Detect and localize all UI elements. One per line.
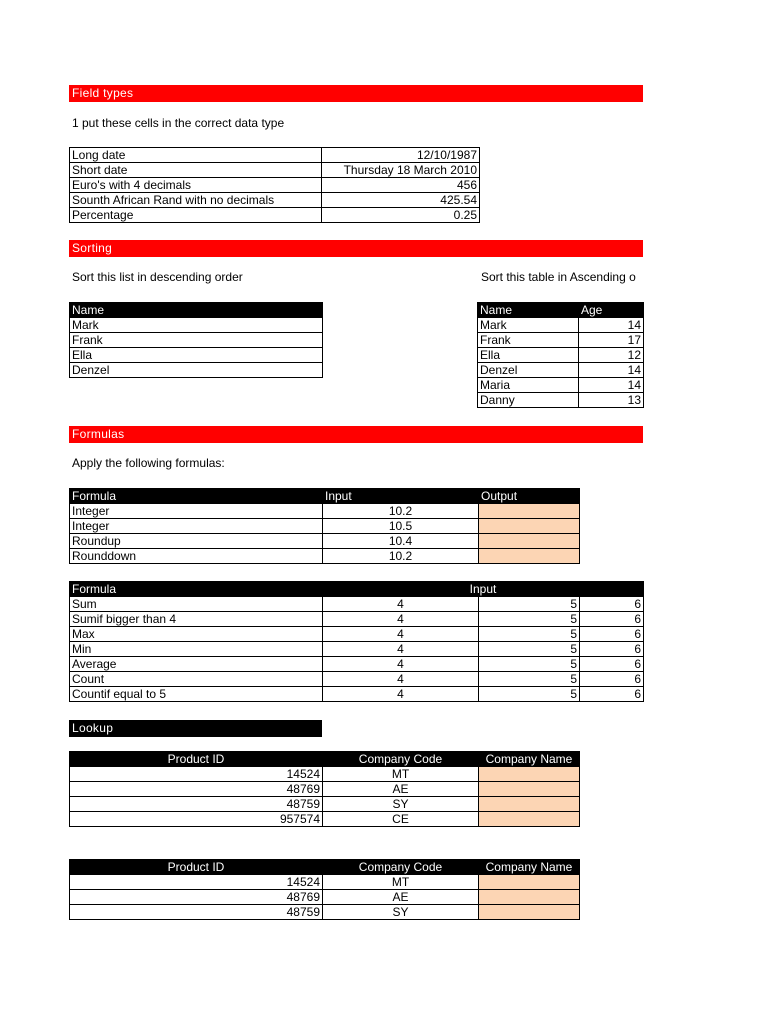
table-row	[478, 363, 644, 378]
table-row	[70, 812, 580, 827]
cell-product-id[interactable]: 48769	[70, 890, 323, 905]
table-row	[70, 333, 323, 348]
table-row	[70, 549, 580, 564]
table-row	[70, 534, 580, 549]
cell-c[interactable]: 6	[580, 627, 644, 642]
cell-input[interactable]: 10.2	[323, 549, 479, 564]
cell-b[interactable]: 5	[479, 642, 580, 657]
cell-a[interactable]: 4	[323, 597, 479, 612]
output-cell[interactable]	[479, 767, 580, 782]
table-row	[70, 348, 323, 363]
header-input: Input	[323, 489, 479, 504]
cell-a[interactable]: 4	[323, 627, 479, 642]
field-types-table	[69, 147, 480, 223]
cell-name[interactable]: Mark	[478, 318, 579, 333]
table-row	[478, 348, 644, 363]
cell-formula[interactable]: Count	[70, 672, 323, 687]
cell-c[interactable]: 6	[580, 657, 644, 672]
header-company-name: Company Name	[479, 860, 580, 875]
section-bar-lookup	[69, 720, 322, 737]
row-label[interactable]: Percentage	[70, 208, 322, 223]
cell-product-id[interactable]: 14524	[70, 767, 323, 782]
cell-name[interactable]: Denzel	[478, 363, 579, 378]
row-value[interactable]: Thursday 18 March 2010	[322, 163, 480, 178]
table-row	[70, 193, 480, 208]
output-cell[interactable]	[479, 549, 580, 564]
cell-b[interactable]: 5	[479, 672, 580, 687]
cell-c[interactable]: 6	[580, 642, 644, 657]
header-name: Name	[70, 303, 323, 318]
cell-c[interactable]: 6	[580, 687, 644, 702]
output-cell[interactable]	[479, 504, 580, 519]
cell-company-code[interactable]: AE	[323, 890, 479, 905]
cell-formula[interactable]: Average	[70, 657, 323, 672]
table-header-row	[70, 582, 644, 597]
cell-c[interactable]: 6	[580, 597, 644, 612]
section-title: Formulas	[72, 427, 125, 441]
cell-b[interactable]: 5	[479, 597, 580, 612]
cell-name[interactable]: Danny	[478, 393, 579, 408]
cell-b[interactable]: 5	[479, 687, 580, 702]
cell-formula[interactable]: Roundup	[70, 534, 323, 549]
sort-list-table	[69, 302, 323, 378]
cell-c[interactable]: 6	[580, 672, 644, 687]
cell-product-id[interactable]: 957574	[70, 812, 323, 827]
cell-company-code[interactable]: CE	[323, 812, 479, 827]
cell-a[interactable]: 4	[323, 642, 479, 657]
output-cell[interactable]	[479, 782, 580, 797]
formula-table-2	[69, 581, 644, 702]
cell-name[interactable]: Ella	[478, 348, 579, 363]
cell-company-code[interactable]: MT	[323, 767, 479, 782]
cell-name[interactable]: Frank	[478, 333, 579, 348]
output-cell[interactable]	[479, 797, 580, 812]
cell-formula[interactable]: Rounddown	[70, 549, 323, 564]
cell-a[interactable]: 4	[323, 687, 479, 702]
table-row	[70, 363, 323, 378]
cell-formula[interactable]: Countif equal to 5	[70, 687, 323, 702]
cell-company-code[interactable]: AE	[323, 782, 479, 797]
cell-product-id[interactable]: 48769	[70, 782, 323, 797]
cell-input[interactable]: 10.4	[323, 534, 479, 549]
header-output: Output	[479, 489, 580, 504]
table-row	[70, 797, 580, 812]
output-cell[interactable]	[479, 519, 580, 534]
cell-b[interactable]: 5	[479, 612, 580, 627]
row-label[interactable]: Short date	[70, 163, 322, 178]
output-cell[interactable]	[479, 875, 580, 890]
header-name: Name	[478, 303, 579, 318]
section-bar-formulas	[69, 426, 643, 443]
output-cell[interactable]	[479, 812, 580, 827]
cell-a[interactable]: 4	[323, 672, 479, 687]
table-row	[70, 890, 580, 905]
cell-a[interactable]: 4	[323, 657, 479, 672]
cell-company-code[interactable]: SY	[323, 797, 479, 812]
output-cell[interactable]	[479, 890, 580, 905]
header-company-name: Company Name	[479, 752, 580, 767]
cell-formula[interactable]: Integer	[70, 519, 323, 534]
cell-formula[interactable]: Max	[70, 627, 323, 642]
section-bar-field-types	[69, 85, 643, 102]
cell-formula[interactable]: Integer	[70, 504, 323, 519]
table-row	[70, 597, 644, 612]
table-header-row	[70, 303, 323, 318]
row-label[interactable]: Long date	[70, 148, 322, 163]
header-age: Age	[579, 303, 644, 318]
table-row	[70, 163, 480, 178]
table-row	[70, 905, 580, 920]
cell-age[interactable]: 14	[579, 378, 644, 393]
section-bar-sorting	[69, 240, 643, 257]
header-product-id: Product ID	[70, 860, 323, 875]
cell-age[interactable]: 14	[579, 318, 644, 333]
table-header-row	[478, 303, 644, 318]
row-value[interactable]: 425.54	[322, 193, 480, 208]
table-row	[70, 657, 644, 672]
lookup-table-2	[69, 859, 580, 920]
cell-b[interactable]: 5	[479, 627, 580, 642]
section-title: Lookup	[72, 721, 114, 735]
table-row	[478, 393, 644, 408]
row-label[interactable]: Sounth African Rand with no decimals	[70, 193, 322, 208]
cell-product-id[interactable]: 48759	[70, 797, 323, 812]
table-row	[70, 519, 580, 534]
cell-product-id[interactable]: 14524	[70, 875, 323, 890]
cell-a[interactable]: 4	[323, 612, 479, 627]
table-row	[478, 378, 644, 393]
list-item[interactable]: Frank	[70, 333, 323, 348]
cell-company-code[interactable]: SY	[323, 905, 479, 920]
header-company-code: Company Code	[323, 752, 479, 767]
table-row	[70, 642, 644, 657]
cell-age[interactable]: 13	[579, 393, 644, 408]
cell-formula[interactable]: Sum	[70, 597, 323, 612]
sort-age-table	[477, 302, 644, 408]
cell-age[interactable]: 14	[579, 363, 644, 378]
row-value[interactable]: 0.25	[322, 208, 480, 223]
cell-formula[interactable]: Sumif bigger than 4	[70, 612, 323, 627]
table-row	[70, 767, 580, 782]
table-row	[70, 672, 644, 687]
header-company-code: Company Code	[323, 860, 479, 875]
table-header-row	[70, 489, 580, 504]
header-product-id: Product ID	[70, 752, 323, 767]
table-row	[70, 875, 580, 890]
cell-age[interactable]: 12	[579, 348, 644, 363]
table-row	[70, 612, 644, 627]
table-row	[70, 627, 644, 642]
table-row	[70, 208, 480, 223]
cell-name[interactable]: Maria	[478, 378, 579, 393]
list-item[interactable]: Mark	[70, 318, 323, 333]
table-header-row	[70, 752, 580, 767]
header-input: Input	[323, 582, 644, 597]
section-title: Sorting	[72, 241, 113, 255]
table-row	[70, 687, 644, 702]
table-row	[70, 318, 323, 333]
table-row	[70, 504, 580, 519]
sort-table-instruction-clip	[480, 270, 643, 286]
row-value[interactable]: 456	[322, 178, 480, 193]
output-cell[interactable]	[479, 905, 580, 920]
table-row	[478, 333, 644, 348]
row-label[interactable]: Euro's with 4 decimals	[70, 178, 322, 193]
cell-input[interactable]: 10.2	[323, 504, 479, 519]
cell-company-code[interactable]: MT	[323, 875, 479, 890]
cell-input[interactable]: 10.5	[323, 519, 479, 534]
row-value[interactable]: 12/10/1987	[322, 148, 480, 163]
section-title: Field types	[72, 86, 134, 100]
field-types-instruction: 1 put these cells in the correct data type	[72, 116, 285, 130]
formula-table-1	[69, 488, 580, 564]
list-item[interactable]: Ella	[70, 348, 323, 363]
lookup-table-1	[69, 751, 580, 827]
list-item[interactable]: Denzel	[70, 363, 323, 378]
header-formula: Formula	[70, 582, 323, 597]
cell-c[interactable]: 6	[580, 612, 644, 627]
sort-list-instruction: Sort this list in descending order	[72, 270, 243, 284]
formulas-instruction: Apply the following formulas:	[72, 456, 225, 470]
cell-product-id[interactable]: 48759	[70, 905, 323, 920]
table-row	[70, 148, 480, 163]
cell-age[interactable]: 17	[579, 333, 644, 348]
cell-formula[interactable]: Min	[70, 642, 323, 657]
header-formula: Formula	[70, 489, 323, 504]
table-row	[478, 318, 644, 333]
cell-b[interactable]: 5	[479, 657, 580, 672]
sort-table-instruction: Sort this table in Ascending o	[481, 270, 636, 284]
table-row	[70, 782, 580, 797]
output-cell[interactable]	[479, 534, 580, 549]
table-header-row	[70, 860, 580, 875]
table-row	[70, 178, 480, 193]
